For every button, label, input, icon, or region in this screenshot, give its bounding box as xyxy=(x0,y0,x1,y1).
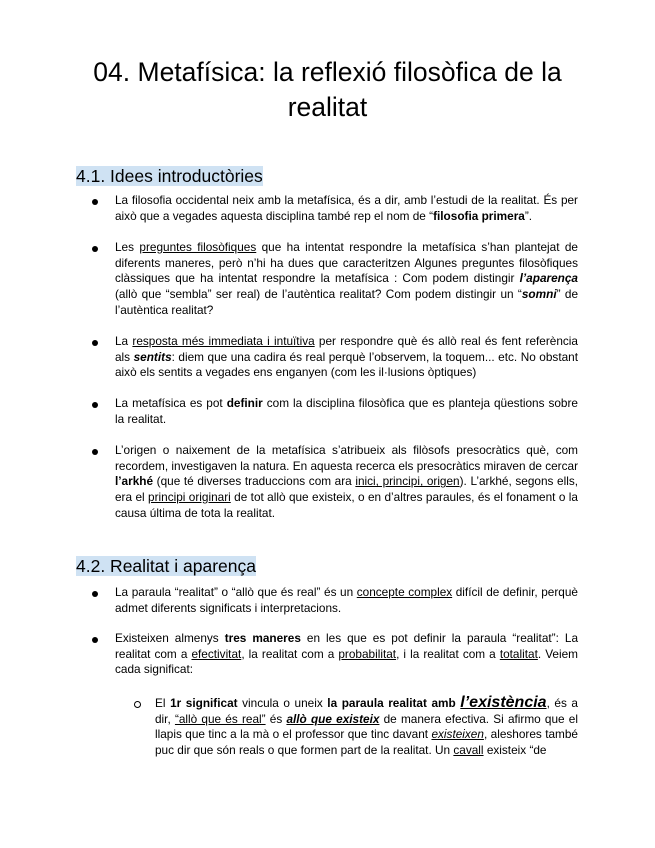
text-run: preguntes filosòfiques xyxy=(139,240,257,254)
text-run: cavall xyxy=(453,743,484,758)
bullet-icon xyxy=(92,340,98,346)
text-run: resposta més immediata i intuïtiva xyxy=(132,334,315,348)
bullet-icon xyxy=(92,591,98,597)
text-run: concepte complex xyxy=(356,585,453,599)
text-run: l’aparença xyxy=(519,271,578,286)
paragraph xyxy=(115,585,578,616)
text-run: allò que existeix xyxy=(286,711,380,726)
text-run: La filosofia occidental neix amb la metafísica, és a dir, amb l’estudi de la realitat. És per això que a vegades aquesta disciplina també rep el nom de “ xyxy=(115,193,578,223)
text-run: l’arkhé xyxy=(115,474,154,489)
text-run: totalitat xyxy=(499,646,538,661)
text-run: , aleshores també puc dir que són reals o que formen part de la realitat. Un xyxy=(155,727,578,758)
text-run: ). L’arkhé, segons ells, era el xyxy=(115,474,578,505)
bullet-icon xyxy=(92,199,98,205)
paragraph xyxy=(115,193,578,224)
text-run: Existeixen almenys xyxy=(115,631,225,645)
bullet-icon xyxy=(92,449,98,455)
text-run: que ha intentat respondre la metafísica s’han plantejat de diferents maneres, però n’hi ha dues que caracteritzen Algunes preguntes filosòfiques clàssiques que ha intentat respondre la metafísica : Com podem distingir xyxy=(115,240,578,286)
text-run: . Veiem cada significat: xyxy=(115,646,578,677)
text-run: , i la realitat com a xyxy=(396,646,500,661)
section-heading-4-2: 4.2. Realitat i aparença xyxy=(76,556,256,576)
text-run: inici, principi, origen xyxy=(355,474,460,489)
text-run: (allò que “sembla” ser real) de l’autèntica realitat? Com podem distingir un “ xyxy=(115,287,522,302)
bullet-icon xyxy=(92,402,98,408)
paragraph xyxy=(115,240,578,319)
text-run: ” de l’autèntica realitat? xyxy=(115,287,579,317)
text-run: en les que es pot definir la paraula “realitat”: La realitat com a xyxy=(115,631,578,661)
text-run: ”. xyxy=(524,208,533,223)
text-run: La xyxy=(115,334,133,348)
text-run: probabilitat xyxy=(338,646,397,661)
text-run: Les xyxy=(115,240,140,254)
text-run: definir xyxy=(226,396,263,410)
text-run: filosofia primera xyxy=(433,208,525,223)
text-run: vincula o uneix xyxy=(237,696,328,710)
paragraph xyxy=(115,443,578,522)
paragraph xyxy=(115,334,578,381)
text-run: La metafísica es pot xyxy=(115,396,227,410)
text-run: de manera efectiva. Si afirmo que el llapis que tinc a la mà o el professor que tinc davant xyxy=(155,711,578,742)
text-run: difícil de definir, perquè admet diferents significats i interpretacions. xyxy=(115,585,578,615)
text-run: “allò que és real” xyxy=(174,711,266,726)
paragraph xyxy=(115,631,578,678)
text-run: La paraula “realitat” o “allò que és real” és un xyxy=(115,585,357,599)
text-run: la paraula realitat amb xyxy=(327,696,461,710)
text-run: és xyxy=(265,711,287,726)
text-run: per respondre què és allò real és fent referència als xyxy=(115,334,578,364)
text-run: de tot allò que existeix, o en d’altres paraules, és el fonament o la causa última de tota la realitat. xyxy=(115,490,578,520)
text-run: , la realitat com a xyxy=(241,646,339,661)
text-run: : diem que una cadira és real perquè l’observem, la toquem... etc. No obstant això els sentits a vegades ens enganyen (com les il·lusions òptiques) xyxy=(115,349,578,380)
bullet-icon xyxy=(92,246,98,252)
text-run: principi originari xyxy=(148,490,231,505)
text-run: existeixen xyxy=(431,727,484,742)
text-run: tres maneres xyxy=(224,631,301,645)
page-title: 04. Metafísica: la reflexió filosòfica de la realitat xyxy=(93,57,562,122)
text-run: L’origen o naixement de la metafísica s’atribueix als filòsofs presocràtics què, com recordem, investigaven la natura. En aquesta recerca els presocràtics miraven de cercar xyxy=(115,443,578,473)
sub-paragraph xyxy=(155,695,578,759)
text-run: El xyxy=(155,696,171,710)
paragraph xyxy=(115,396,578,427)
sub-bullet-icon xyxy=(134,701,141,708)
text-run: l’existència xyxy=(460,694,547,711)
text-run: , és a dir, xyxy=(155,696,578,726)
text-run: (que té diverses traduccions com ara xyxy=(153,474,356,489)
text-run: somni xyxy=(521,287,557,302)
text-run: existeix “de xyxy=(483,743,547,758)
text-run: 1r significat xyxy=(170,696,238,710)
section-heading-4-1: 4.1. Idees introductòries xyxy=(76,166,263,186)
bullet-icon xyxy=(92,637,98,643)
text-run: efectivitat xyxy=(191,646,242,661)
text-run: sentits xyxy=(133,349,172,364)
text-run: com la disciplina filosòfica que es planteja qüestions sobre la realitat. xyxy=(115,396,578,426)
